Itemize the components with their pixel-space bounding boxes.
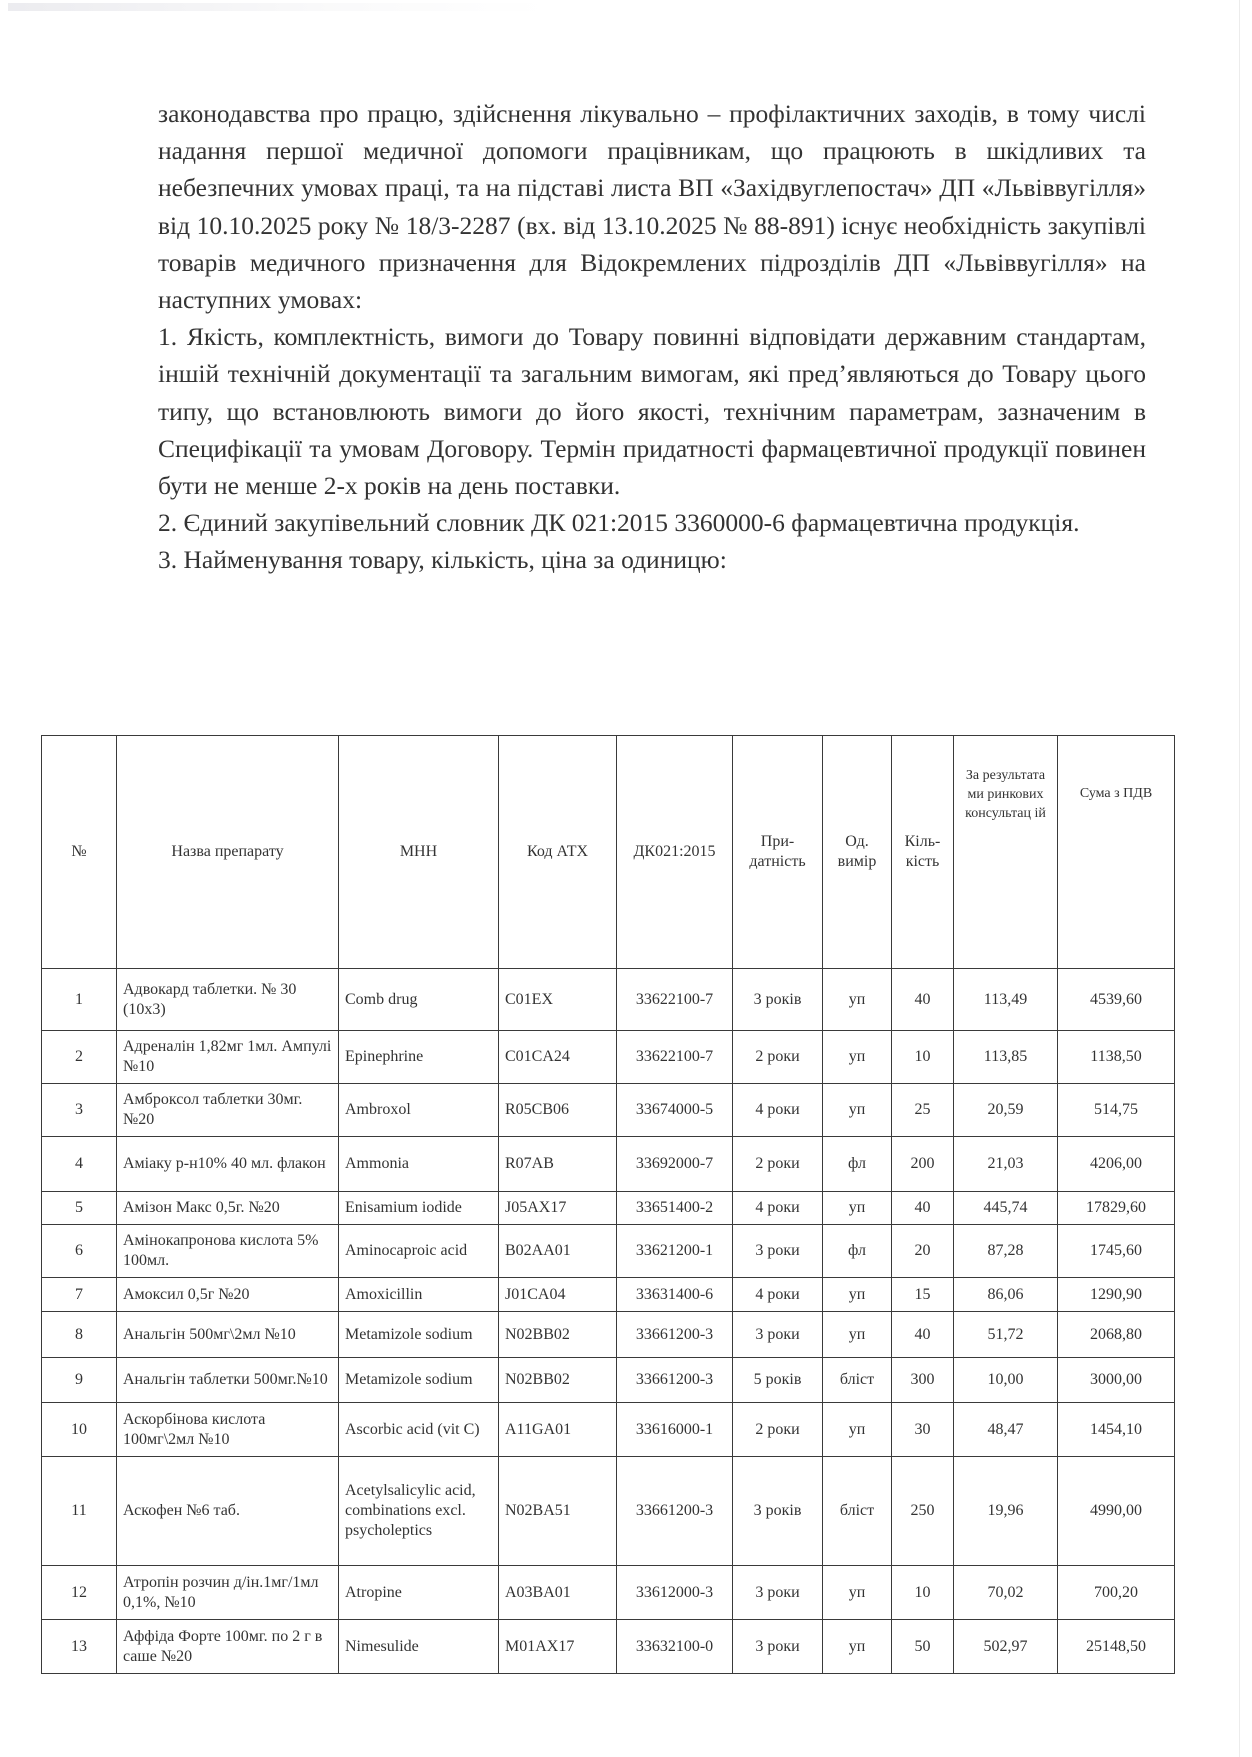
cell-inn: Metamizole sodium (339, 1358, 499, 1403)
cell-price: 10,00 (954, 1358, 1058, 1403)
cell-inn: Epinephrine (339, 1031, 499, 1084)
cell-price: 502,97 (954, 1620, 1058, 1674)
cell-atc: N02BA51 (499, 1457, 617, 1566)
cell-dk: 33622100-7 (617, 969, 733, 1031)
cell-dk: 33661200-3 (617, 1358, 733, 1403)
cell-atc: M01AX17 (499, 1620, 617, 1674)
cell-num: 4 (42, 1137, 117, 1192)
cell-atc: A11GA01 (499, 1403, 617, 1457)
cell-sum: 700,20 (1058, 1566, 1175, 1620)
cell-sum: 1138,50 (1058, 1031, 1175, 1084)
cell-dk: 33621200-1 (617, 1225, 733, 1278)
cell-shelf-life: 3 роки (733, 1312, 823, 1358)
cell-sum: 3000,00 (1058, 1358, 1175, 1403)
cell-atc: B02AA01 (499, 1225, 617, 1278)
cell-num: 9 (42, 1358, 117, 1403)
cell-price: 48,47 (954, 1403, 1058, 1457)
cell-atc: R05CB06 (499, 1084, 617, 1137)
header-atc: Код АТХ (499, 736, 617, 969)
condition-3-paragraph: 3. Найменування товару, кількість, ціна за одиницю: (158, 545, 727, 575)
table-row (42, 1031, 1175, 1084)
cell-sum: 1454,10 (1058, 1403, 1175, 1457)
table-row (42, 1192, 1175, 1225)
cell-shelf-life: 4 роки (733, 1084, 823, 1137)
cell-sum: 17829,60 (1058, 1192, 1175, 1225)
cell-dk: 33674000-5 (617, 1084, 733, 1137)
cell-inn: Ambroxol (339, 1084, 499, 1137)
table-row (42, 1137, 1175, 1192)
condition-1-paragraph: 1. Якість, комплектність, вимоги до Товару повинні відповідати державним стандартам, іншій технічній документації та загальним вимогам, які пред’являються до Товару цього типу, що встановлюють вимоги до його якості, технічним параметрам, зазначеним в Специфікації та умовам Договору. Термін придатності фармацевтичної продукції повинен бути не менше 2-х років на день поставки. (158, 322, 1146, 501)
cell-name: Атропін розчин д/ін.1мг/1мл 0,1%, №10 (117, 1566, 339, 1620)
cell-unit: уп (823, 1566, 892, 1620)
cell-name: Амброксол таблетки 30мг.№20 (117, 1084, 339, 1137)
cell-quantity: 20 (892, 1225, 954, 1278)
cell-quantity: 40 (892, 1312, 954, 1358)
cell-name: Адвокард таблетки. № 30 (10х3) (117, 969, 339, 1031)
cell-inn: Atropine (339, 1566, 499, 1620)
table-row (42, 969, 1175, 1031)
cell-name: Амоксил 0,5г №20 (117, 1278, 339, 1312)
cell-unit: уп (823, 969, 892, 1031)
cell-quantity: 15 (892, 1278, 954, 1312)
cell-shelf-life: 3 років (733, 969, 823, 1031)
cell-dk: 33661200-3 (617, 1457, 733, 1566)
cell-unit: бліст (823, 1358, 892, 1403)
cell-shelf-life: 3 роки (733, 1566, 823, 1620)
cell-quantity: 30 (892, 1403, 954, 1457)
header-inn: МНН (339, 736, 499, 969)
header-quantity: Кіль-кість (892, 736, 954, 969)
cell-inn: Comb drug (339, 969, 499, 1031)
cell-unit: фл (823, 1225, 892, 1278)
cell-num: 10 (42, 1403, 117, 1457)
cell-name: Аффіда Форте 100мг. по 2 г в саше №20 (117, 1620, 339, 1674)
cell-sum: 25148,50 (1058, 1620, 1175, 1674)
header-name: Назва препарату (117, 736, 339, 969)
cell-shelf-life: 3 роки (733, 1620, 823, 1674)
cell-dk: 33631400-6 (617, 1278, 733, 1312)
cell-unit: бліст (823, 1457, 892, 1566)
cell-price: 86,06 (954, 1278, 1058, 1312)
cell-shelf-life: 3 років (733, 1457, 823, 1566)
cell-dk: 33651400-2 (617, 1192, 733, 1225)
cell-atc: N02BB02 (499, 1312, 617, 1358)
table-row (42, 1312, 1175, 1358)
cell-sum: 1745,60 (1058, 1225, 1175, 1278)
cell-atc: R07AB (499, 1137, 617, 1192)
header-price: За результата ми ринкових консультац ій (954, 736, 1058, 969)
cell-name: Анальгін 500мг\2мл №10 (117, 1312, 339, 1358)
cell-num: 11 (42, 1457, 117, 1566)
header-unit: Од. вимір (823, 736, 892, 969)
table-row (42, 1358, 1175, 1403)
cell-inn: Nimesulide (339, 1620, 499, 1674)
intro-paragraph: законодавства про працю, здійснення лікувально – профілактичних заходів, в тому числі надання першої медичної допомоги працівникам, що працюють в шкідливих та небезпечних умовах праці, та на підставі листа ВП «Західвуглепостач» ДП «Львіввугілля» від 10.10.2025 року № 18/3-2287 (вх. від 13.10.2025 № 88-891) існує необхідність закупівлі товарів медичного призначення для Відокремлених підрозділів ДП «Львіввугілля» на наступних умовах: (158, 99, 1146, 315)
cell-name: Амінокапронова кислота 5% 100мл. (117, 1225, 339, 1278)
cell-unit: уп (823, 1192, 892, 1225)
cell-shelf-life: 3 роки (733, 1225, 823, 1278)
condition-2-paragraph: 2. Єдиний закупівельний словник ДК 021:2015 3360000-6 фармацевтична продукція. (158, 508, 1080, 538)
cell-dk: 33632100-0 (617, 1620, 733, 1674)
cell-dk: 33661200-3 (617, 1312, 733, 1358)
document-body (158, 95, 1146, 579)
cell-inn: Ascorbic acid (vit C) (339, 1403, 499, 1457)
cell-atc: J05AX17 (499, 1192, 617, 1225)
cell-name: Адреналін 1,82мг 1мл. Ампулі №10 (117, 1031, 339, 1084)
page-edge (1239, 0, 1240, 1757)
cell-num: 2 (42, 1031, 117, 1084)
cell-quantity: 250 (892, 1457, 954, 1566)
cell-price: 113,85 (954, 1031, 1058, 1084)
cell-atc: C01EX (499, 969, 617, 1031)
cell-price: 51,72 (954, 1312, 1058, 1358)
cell-inn: Enisamium iodide (339, 1192, 499, 1225)
cell-unit: уп (823, 1031, 892, 1084)
cell-sum: 4990,00 (1058, 1457, 1175, 1566)
cell-dk: 33612000-3 (617, 1566, 733, 1620)
scan-artifact (8, 3, 548, 11)
cell-shelf-life: 2 роки (733, 1403, 823, 1457)
cell-quantity: 300 (892, 1358, 954, 1403)
header-sum: Сума з ПДВ (1058, 736, 1175, 969)
table-row (42, 1566, 1175, 1620)
cell-shelf-life: 2 роки (733, 1137, 823, 1192)
cell-name: Амізон Макс 0,5г. №20 (117, 1192, 339, 1225)
cell-inn: Amoxicillin (339, 1278, 499, 1312)
cell-quantity: 10 (892, 1031, 954, 1084)
cell-unit: уп (823, 1278, 892, 1312)
cell-price: 21,03 (954, 1137, 1058, 1192)
cell-name: Аскофен №6 таб. (117, 1457, 339, 1566)
cell-name: Анальгін таблетки 500мг.№10 (117, 1358, 339, 1403)
cell-dk: 33622100-7 (617, 1031, 733, 1084)
cell-dk: 33692000-7 (617, 1137, 733, 1192)
cell-atc: N02BB02 (499, 1358, 617, 1403)
cell-name: Аміаку р-н10% 40 мл. флакон (117, 1137, 339, 1192)
cell-inn: Ammonia (339, 1137, 499, 1192)
table-row (42, 1225, 1175, 1278)
cell-quantity: 10 (892, 1566, 954, 1620)
cell-inn: Metamizole sodium (339, 1312, 499, 1358)
header-shelf-life: При-датність (733, 736, 823, 969)
specification-table (41, 735, 1175, 1674)
cell-num: 5 (42, 1192, 117, 1225)
cell-price: 20,59 (954, 1084, 1058, 1137)
cell-sum: 4206,00 (1058, 1137, 1175, 1192)
cell-quantity: 25 (892, 1084, 954, 1137)
cell-atc: A03BA01 (499, 1566, 617, 1620)
cell-num: 6 (42, 1225, 117, 1278)
cell-name: Аскорбінова кислота 100мг\2мл №10 (117, 1403, 339, 1457)
table-row (42, 1278, 1175, 1312)
cell-sum: 2068,80 (1058, 1312, 1175, 1358)
table-row (42, 1084, 1175, 1137)
cell-price: 87,28 (954, 1225, 1058, 1278)
cell-num: 7 (42, 1278, 117, 1312)
header-dk: ДК021:2015 (617, 736, 733, 969)
cell-quantity: 200 (892, 1137, 954, 1192)
cell-quantity: 40 (892, 1192, 954, 1225)
cell-num: 3 (42, 1084, 117, 1137)
cell-price: 113,49 (954, 969, 1058, 1031)
cell-price: 70,02 (954, 1566, 1058, 1620)
cell-sum: 1290,90 (1058, 1278, 1175, 1312)
cell-shelf-life: 4 роки (733, 1192, 823, 1225)
cell-price: 445,74 (954, 1192, 1058, 1225)
cell-price: 19,96 (954, 1457, 1058, 1566)
cell-num: 13 (42, 1620, 117, 1674)
cell-inn: Aminocaproic acid (339, 1225, 499, 1278)
cell-num: 12 (42, 1566, 117, 1620)
cell-dk: 33616000-1 (617, 1403, 733, 1457)
cell-shelf-life: 4 роки (733, 1278, 823, 1312)
cell-unit: уп (823, 1620, 892, 1674)
cell-atc: J01CA04 (499, 1278, 617, 1312)
header-num: № (42, 736, 117, 969)
cell-quantity: 40 (892, 969, 954, 1031)
table-row (42, 1457, 1175, 1566)
cell-atc: C01CA24 (499, 1031, 617, 1084)
cell-sum: 514,75 (1058, 1084, 1175, 1137)
cell-unit: фл (823, 1137, 892, 1192)
table-row (42, 1620, 1175, 1674)
cell-shelf-life: 2 роки (733, 1031, 823, 1084)
cell-unit: уп (823, 1312, 892, 1358)
table-row (42, 1403, 1175, 1457)
cell-shelf-life: 5 років (733, 1358, 823, 1403)
cell-num: 1 (42, 969, 117, 1031)
cell-quantity: 50 (892, 1620, 954, 1674)
cell-sum: 4539,60 (1058, 969, 1175, 1031)
table-header-row (42, 736, 1175, 969)
cell-num: 8 (42, 1312, 117, 1358)
cell-unit: уп (823, 1403, 892, 1457)
cell-unit: уп (823, 1084, 892, 1137)
cell-inn: Acetylsalicylic acid, combinations excl. psycholeptics (339, 1457, 499, 1566)
